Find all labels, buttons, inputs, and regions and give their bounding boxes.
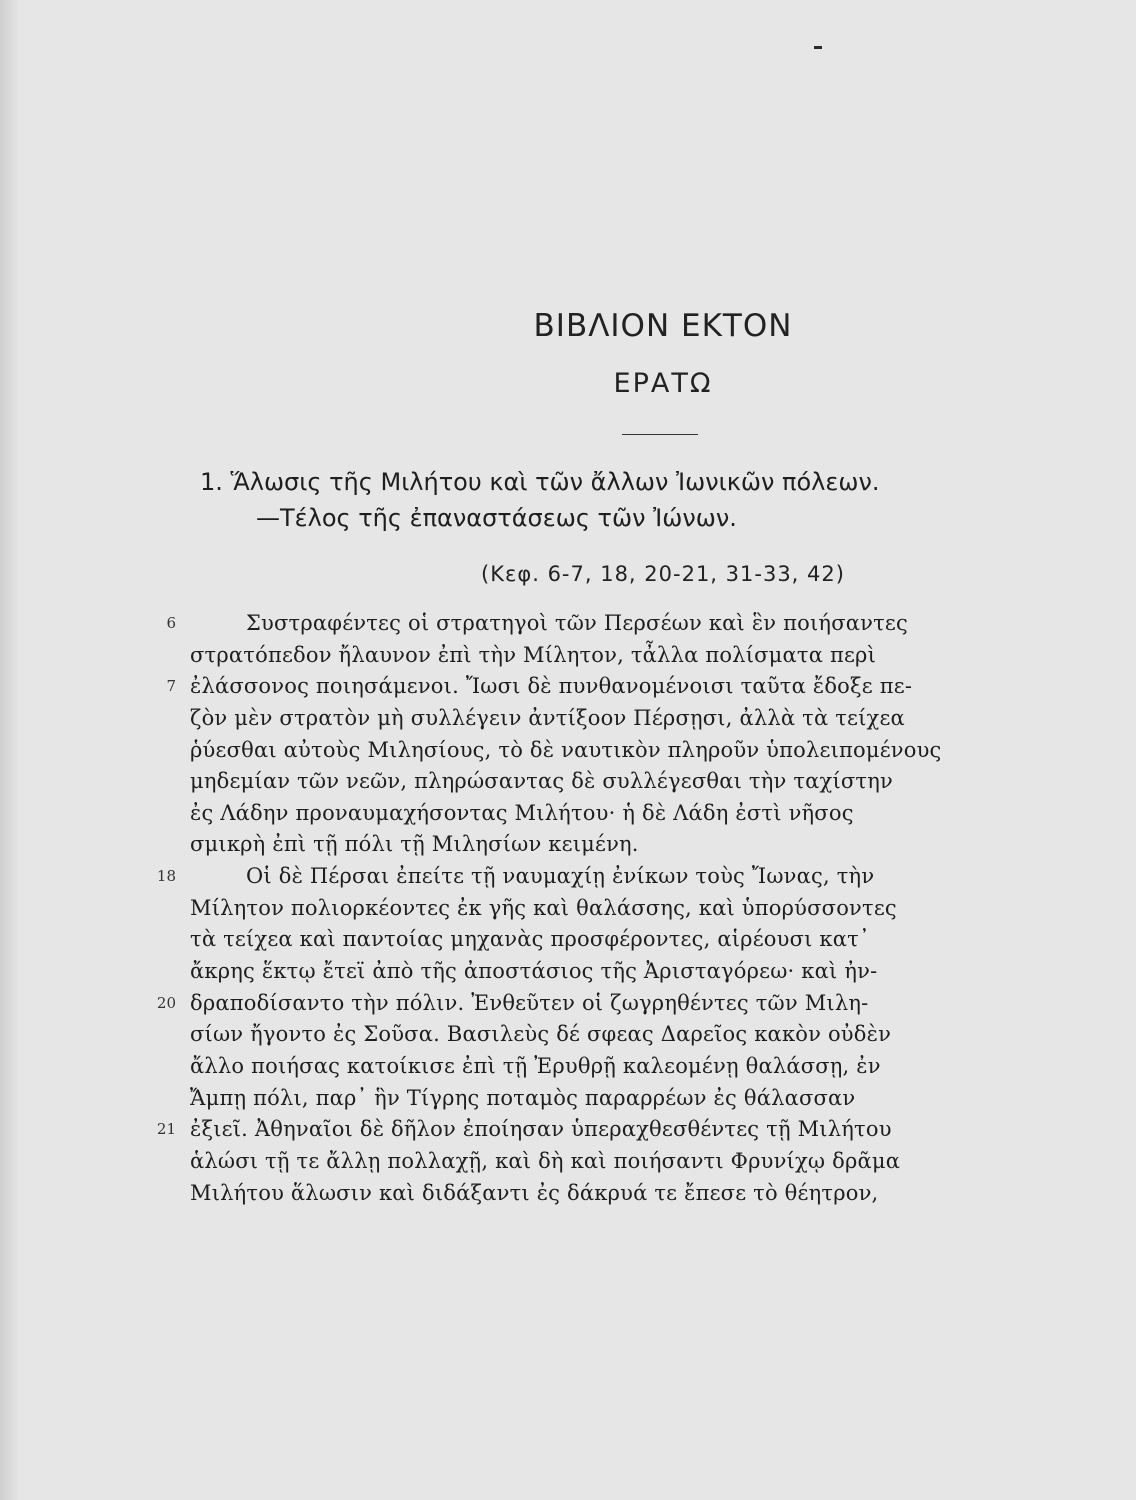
line-text: ῥύεσθαι αὐτοὺς Μιλησίους, τὸ δὲ ναυτικὸν πληροῦν ὑπολειπομένους	[190, 737, 942, 762]
line-text: Οἱ δὲ Πέρσαι ἐπείτε τῇ ναυμαχίῃ ἐνίκων τοὺς Ἴωνας, τὴν	[246, 864, 875, 889]
text-line	[0, 798, 1136, 830]
line-text: μηδεμίαν τῶν νεῶν, πληρώσαντας δὲ συλλέγεσθαι τὴν ταχίστην	[190, 769, 893, 794]
text-line	[0, 766, 1136, 798]
text-line	[0, 671, 1136, 703]
line-text: σμικρὴ ἐπὶ τῇ πόλι τῇ Μιλησίων κειμένη.	[190, 832, 639, 857]
line-chapter-number: 7	[166, 677, 176, 696]
text-line	[0, 893, 1136, 925]
text-line	[0, 1146, 1136, 1178]
text-line	[0, 735, 1136, 767]
text-line	[0, 608, 1136, 640]
title-divider	[622, 434, 698, 435]
section-heading	[200, 464, 1136, 536]
text-line	[0, 1051, 1136, 1083]
line-text: δραποδίσαντο τὴν πόλιν. Ἐνθεῦτεν οἱ ζωγρηθέντες τῶν Μιλη-	[190, 990, 869, 1015]
text-line	[0, 703, 1136, 735]
line-text: ἐς Λάδην προναυμαχήσοντας Μιλήτου· ἡ δὲ Λάδη ἐστὶ νῆσος	[190, 800, 854, 825]
line-text: ἄλλο ποιήσας κατοίκισε ἐπὶ τῇ Ἐρυθρῇ καλεομένῃ θαλάσσῃ, ἐν	[190, 1053, 881, 1078]
line-text: ἐλάσσονος ποιησάμενοι. Ἴωσι δὲ πυνθανομένοισι ταῦτα ἔδοξε πε-	[190, 674, 913, 699]
text-line	[0, 956, 1136, 988]
line-text: ἁλώσι τῇ τε ἄλλῃ πολλαχῇ, καὶ δὴ καὶ ποιήσαντι Φρυνίχῳ δρᾶμα	[190, 1148, 901, 1173]
line-chapter-number: 20	[156, 993, 176, 1012]
text-line	[0, 924, 1136, 956]
line-text: Συστραφέντες οἱ στρατηγοὶ τῶν Περσέων καὶ ἓν ποιήσαντες	[246, 611, 908, 635]
body-text	[0, 608, 1136, 1209]
book-title: ΒΙΒΛΙΟΝ ΕΚΤΟΝ	[533, 308, 793, 344]
section-heading-line-1: 1. Ἅλωσις τῆς Μιλήτου καὶ τῶν ἄλλων Ἰωνικῶν πόλεων.	[200, 468, 880, 496]
line-text: σίων ἤγοντο ἐς Σοῦσα. Βασιλεὺς δέ σφεας Δαρεῖος κακὸν οὐδὲν	[190, 1022, 892, 1047]
chapter-references: (Κεφ. 6-7, 18, 20-21, 31-33, 42)	[481, 562, 845, 586]
text-line	[0, 829, 1136, 861]
line-text: ζὸν μὲν στρατὸν μὴ συλλέγειν ἀντίξοον Πέρσῃσι, ἀλλὰ τὰ τείχεα	[190, 705, 905, 730]
line-text: Μιλήτου ἅλωσιν καὶ διδάξαντι ἐς δάκρυά τε ἔπεσε τὸ θέητρον,	[190, 1180, 879, 1205]
text-line	[0, 1083, 1136, 1115]
text-line	[0, 1178, 1136, 1210]
line-chapter-number: 18	[156, 867, 176, 886]
line-chapter-number: 6	[166, 614, 176, 632]
line-chapter-number: 21	[156, 1120, 176, 1139]
line-text: τὰ τείχεα καὶ παντοίας μηχανὰς προσφέροντες, αἱρέουσι κατ᾽	[190, 927, 870, 952]
line-text: Ἄμπῃ πόλι, παρ᾽ ἣν Τίγρης ποταμὸς παραρρέων ἐς θάλασσαν	[190, 1085, 856, 1110]
text-line	[0, 640, 1136, 672]
text-line	[0, 988, 1136, 1020]
book-subtitle: ΕΡΑΤΩ	[613, 368, 713, 399]
print-mark	[814, 46, 822, 49]
text-line	[0, 1114, 1136, 1146]
text-line	[0, 861, 1136, 893]
line-text: στρατόπεδον ἤλαυνον ἐπὶ τὴν Μίλητον, τἆλλα πολίσματα περὶ	[190, 642, 877, 667]
text-line	[0, 1019, 1136, 1051]
line-text: Μίλητον πολιορκέοντες ἐκ γῆς καὶ θαλάσσης, καὶ ὑπορύσσοντες	[190, 895, 897, 920]
section-heading-line-2: —Τέλος τῆς ἐπαναστάσεως τῶν Ἰώνων.	[256, 504, 737, 532]
line-text: ἐξιεῖ. Ἀθηναῖοι δὲ δῆλον ἐποίησαν ὑπεραχθεσθέντες τῇ Μιλήτου	[190, 1117, 892, 1142]
line-text: ἄκρης ἕκτῳ ἔτεϊ ἀπὸ τῆς ἀποστάσιος τῆς Ἀρισταγόρεω· καὶ ἠν-	[190, 959, 878, 984]
